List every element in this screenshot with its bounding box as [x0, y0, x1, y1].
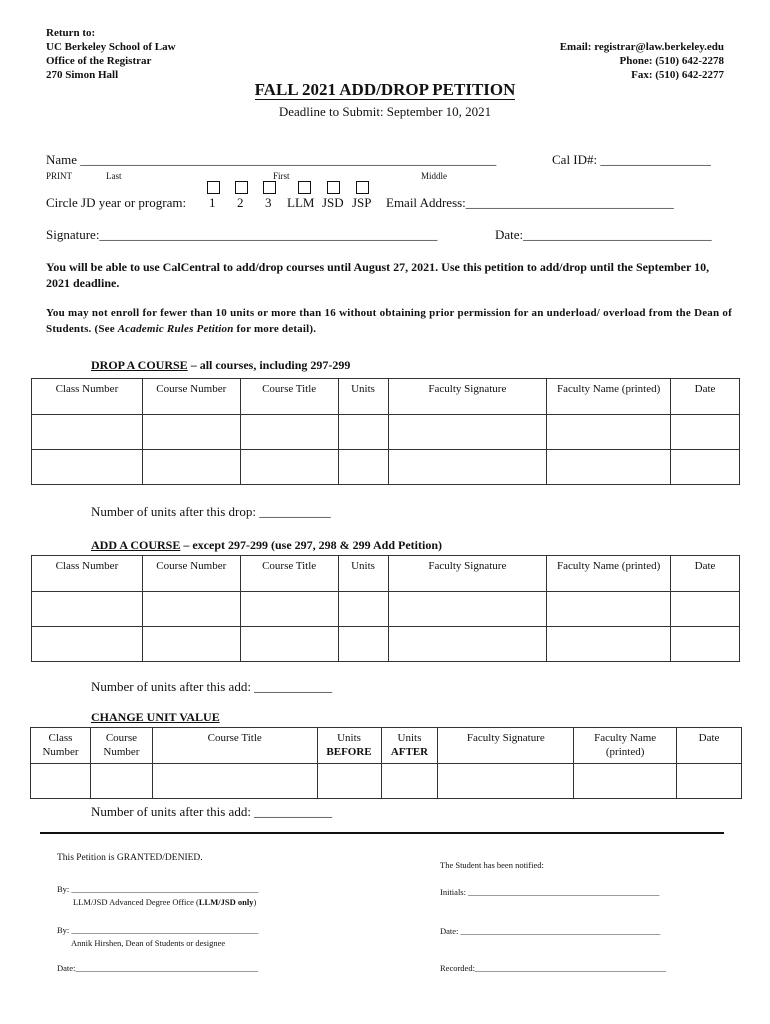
checkbox-year-1[interactable]	[207, 181, 220, 194]
table-row[interactable]	[32, 627, 740, 662]
first-label: First	[273, 171, 290, 181]
table-row[interactable]	[32, 592, 740, 627]
checkbox-year-3[interactable]	[263, 181, 276, 194]
drop-section-title: DROP A COURSE – all courses, including 297-299	[91, 358, 351, 372]
divider	[40, 832, 724, 834]
return-line: Office of the Registrar	[46, 55, 152, 67]
print-label: PRINT	[46, 171, 73, 181]
recorded-field[interactable]: Recorded:_____________________________________________	[440, 963, 667, 973]
calid-field[interactable]: Cal ID#: _________________	[552, 152, 711, 167]
initials-field[interactable]: Initials: _____________________________________________	[440, 887, 660, 897]
col-course-number: Course Number	[142, 556, 240, 592]
name-field[interactable]: Name ________________________________________________________________	[46, 152, 497, 167]
option-llm[interactable]: LLM	[287, 195, 315, 210]
col-date: Date	[677, 728, 742, 764]
checkbox-year-2[interactable]	[235, 181, 248, 194]
checkbox-llm[interactable]	[298, 181, 311, 194]
table-row[interactable]	[32, 450, 740, 485]
unit-limit-notice: You may not enroll for fewer than 10 units or more than 16 without obtaining prior permission for an underload/ overload from the Dean of Students. (See Academic Rules Petition for more detail).	[46, 307, 732, 335]
email-field[interactable]: Email Address:________________________________	[386, 195, 674, 210]
notified-date-field[interactable]: Date: _______________________________________________	[440, 926, 661, 936]
program-label: Circle JD year or program:	[46, 195, 187, 210]
col-course-title: Course Title	[240, 556, 338, 592]
col-faculty-name: Faculty Name (printed)	[547, 556, 671, 592]
student-notified: The Student has been notified:	[440, 860, 544, 870]
checkbox-jsd[interactable]	[327, 181, 340, 194]
contact-info	[560, 40, 724, 82]
col-course-number: Course Number	[142, 379, 240, 415]
col-class-number: Class Number	[31, 728, 91, 764]
option-3[interactable]: 3	[265, 195, 272, 210]
academic-rules-reference: Academic Rules Petition	[117, 323, 234, 335]
calcentral-notice: You will be able to use CalCentral to add/drop courses until August 27, 2021. Use this petition to add/drop until the September 10, 2021 deadline.	[46, 260, 710, 290]
return-address	[46, 26, 176, 82]
deadline-subtitle: Deadline to Submit: September 10, 2021	[278, 104, 492, 119]
col-course-title: Course Title	[240, 379, 338, 415]
col-faculty-name: Faculty Name (printed)	[574, 728, 677, 764]
approver-2-label: Annik Hirshen, Dean of Students or designee	[71, 938, 226, 948]
col-date: Date	[671, 379, 740, 415]
col-units: Units	[338, 379, 388, 415]
add-units-after[interactable]: Number of units after this add: ____________	[91, 679, 333, 694]
contact-fax: Fax: (510) 642-2277	[631, 69, 724, 81]
col-units-after: Units AFTER	[381, 728, 438, 764]
middle-label: Middle	[421, 171, 447, 181]
col-units: Units	[338, 556, 388, 592]
col-faculty-signature: Faculty Signature	[388, 379, 547, 415]
change-table-header	[31, 728, 742, 764]
drop-units-after[interactable]: Number of units after this drop: ___________	[91, 504, 331, 519]
drop-table-header	[32, 379, 740, 415]
approver-2-field[interactable]: By: ____________________________________________	[57, 925, 259, 935]
return-line: UC Berkeley School of Law	[46, 41, 176, 53]
option-jsd[interactable]: JSD	[322, 195, 344, 210]
option-2[interactable]: 2	[237, 195, 244, 210]
option-jsp[interactable]: JSP	[352, 195, 372, 210]
contact-email: Email: registrar@law.berkeley.edu	[559, 41, 724, 53]
return-line: 270 Simon Hall	[46, 69, 119, 81]
add-table	[31, 555, 740, 662]
add-section-title: ADD A COURSE – except 297-299 (use 297, 298 & 299 Add Petition)	[91, 538, 443, 552]
contact-phone: Phone: (510) 642-2278	[619, 55, 724, 67]
return-line: Return to:	[46, 27, 96, 39]
checkbox-jsp[interactable]	[356, 181, 369, 194]
table-row[interactable]	[31, 764, 742, 799]
granted-denied: This Petition is GRANTED/DENIED.	[57, 853, 203, 863]
signature-field[interactable]: Signature:____________________________________________________	[46, 227, 438, 242]
table-row[interactable]	[32, 415, 740, 450]
date-field[interactable]: Date:_____________________________	[495, 227, 712, 242]
col-faculty-signature: Faculty Signature	[388, 556, 547, 592]
col-class-number: Class Number	[32, 556, 143, 592]
approver-1-field[interactable]: By: ____________________________________________	[57, 884, 259, 894]
change-table	[30, 727, 742, 799]
approval-date-field[interactable]: Date:___________________________________________	[57, 963, 259, 973]
col-date: Date	[671, 556, 740, 592]
last-label: Last	[106, 171, 122, 181]
col-units-before: Units BEFORE	[317, 728, 381, 764]
add-table-header	[32, 556, 740, 592]
option-1[interactable]: 1	[209, 195, 216, 210]
col-class-number: Class Number	[32, 379, 143, 415]
approver-1-label: LLM/JSD Advanced Degree Office (LLM/JSD only)	[73, 897, 257, 907]
col-course-number: Course Number	[90, 728, 152, 764]
change-units-after[interactable]: Number of units after this add: ____________	[91, 804, 333, 819]
page-title: FALL 2021 ADD/DROP PETITION	[254, 80, 516, 99]
col-course-title: Course Title	[152, 728, 317, 764]
col-faculty-signature: Faculty Signature	[438, 728, 574, 764]
change-section-title: CHANGE UNIT VALUE	[91, 710, 220, 724]
drop-table	[31, 378, 740, 485]
col-faculty-name: Faculty Name (printed)	[547, 379, 671, 415]
